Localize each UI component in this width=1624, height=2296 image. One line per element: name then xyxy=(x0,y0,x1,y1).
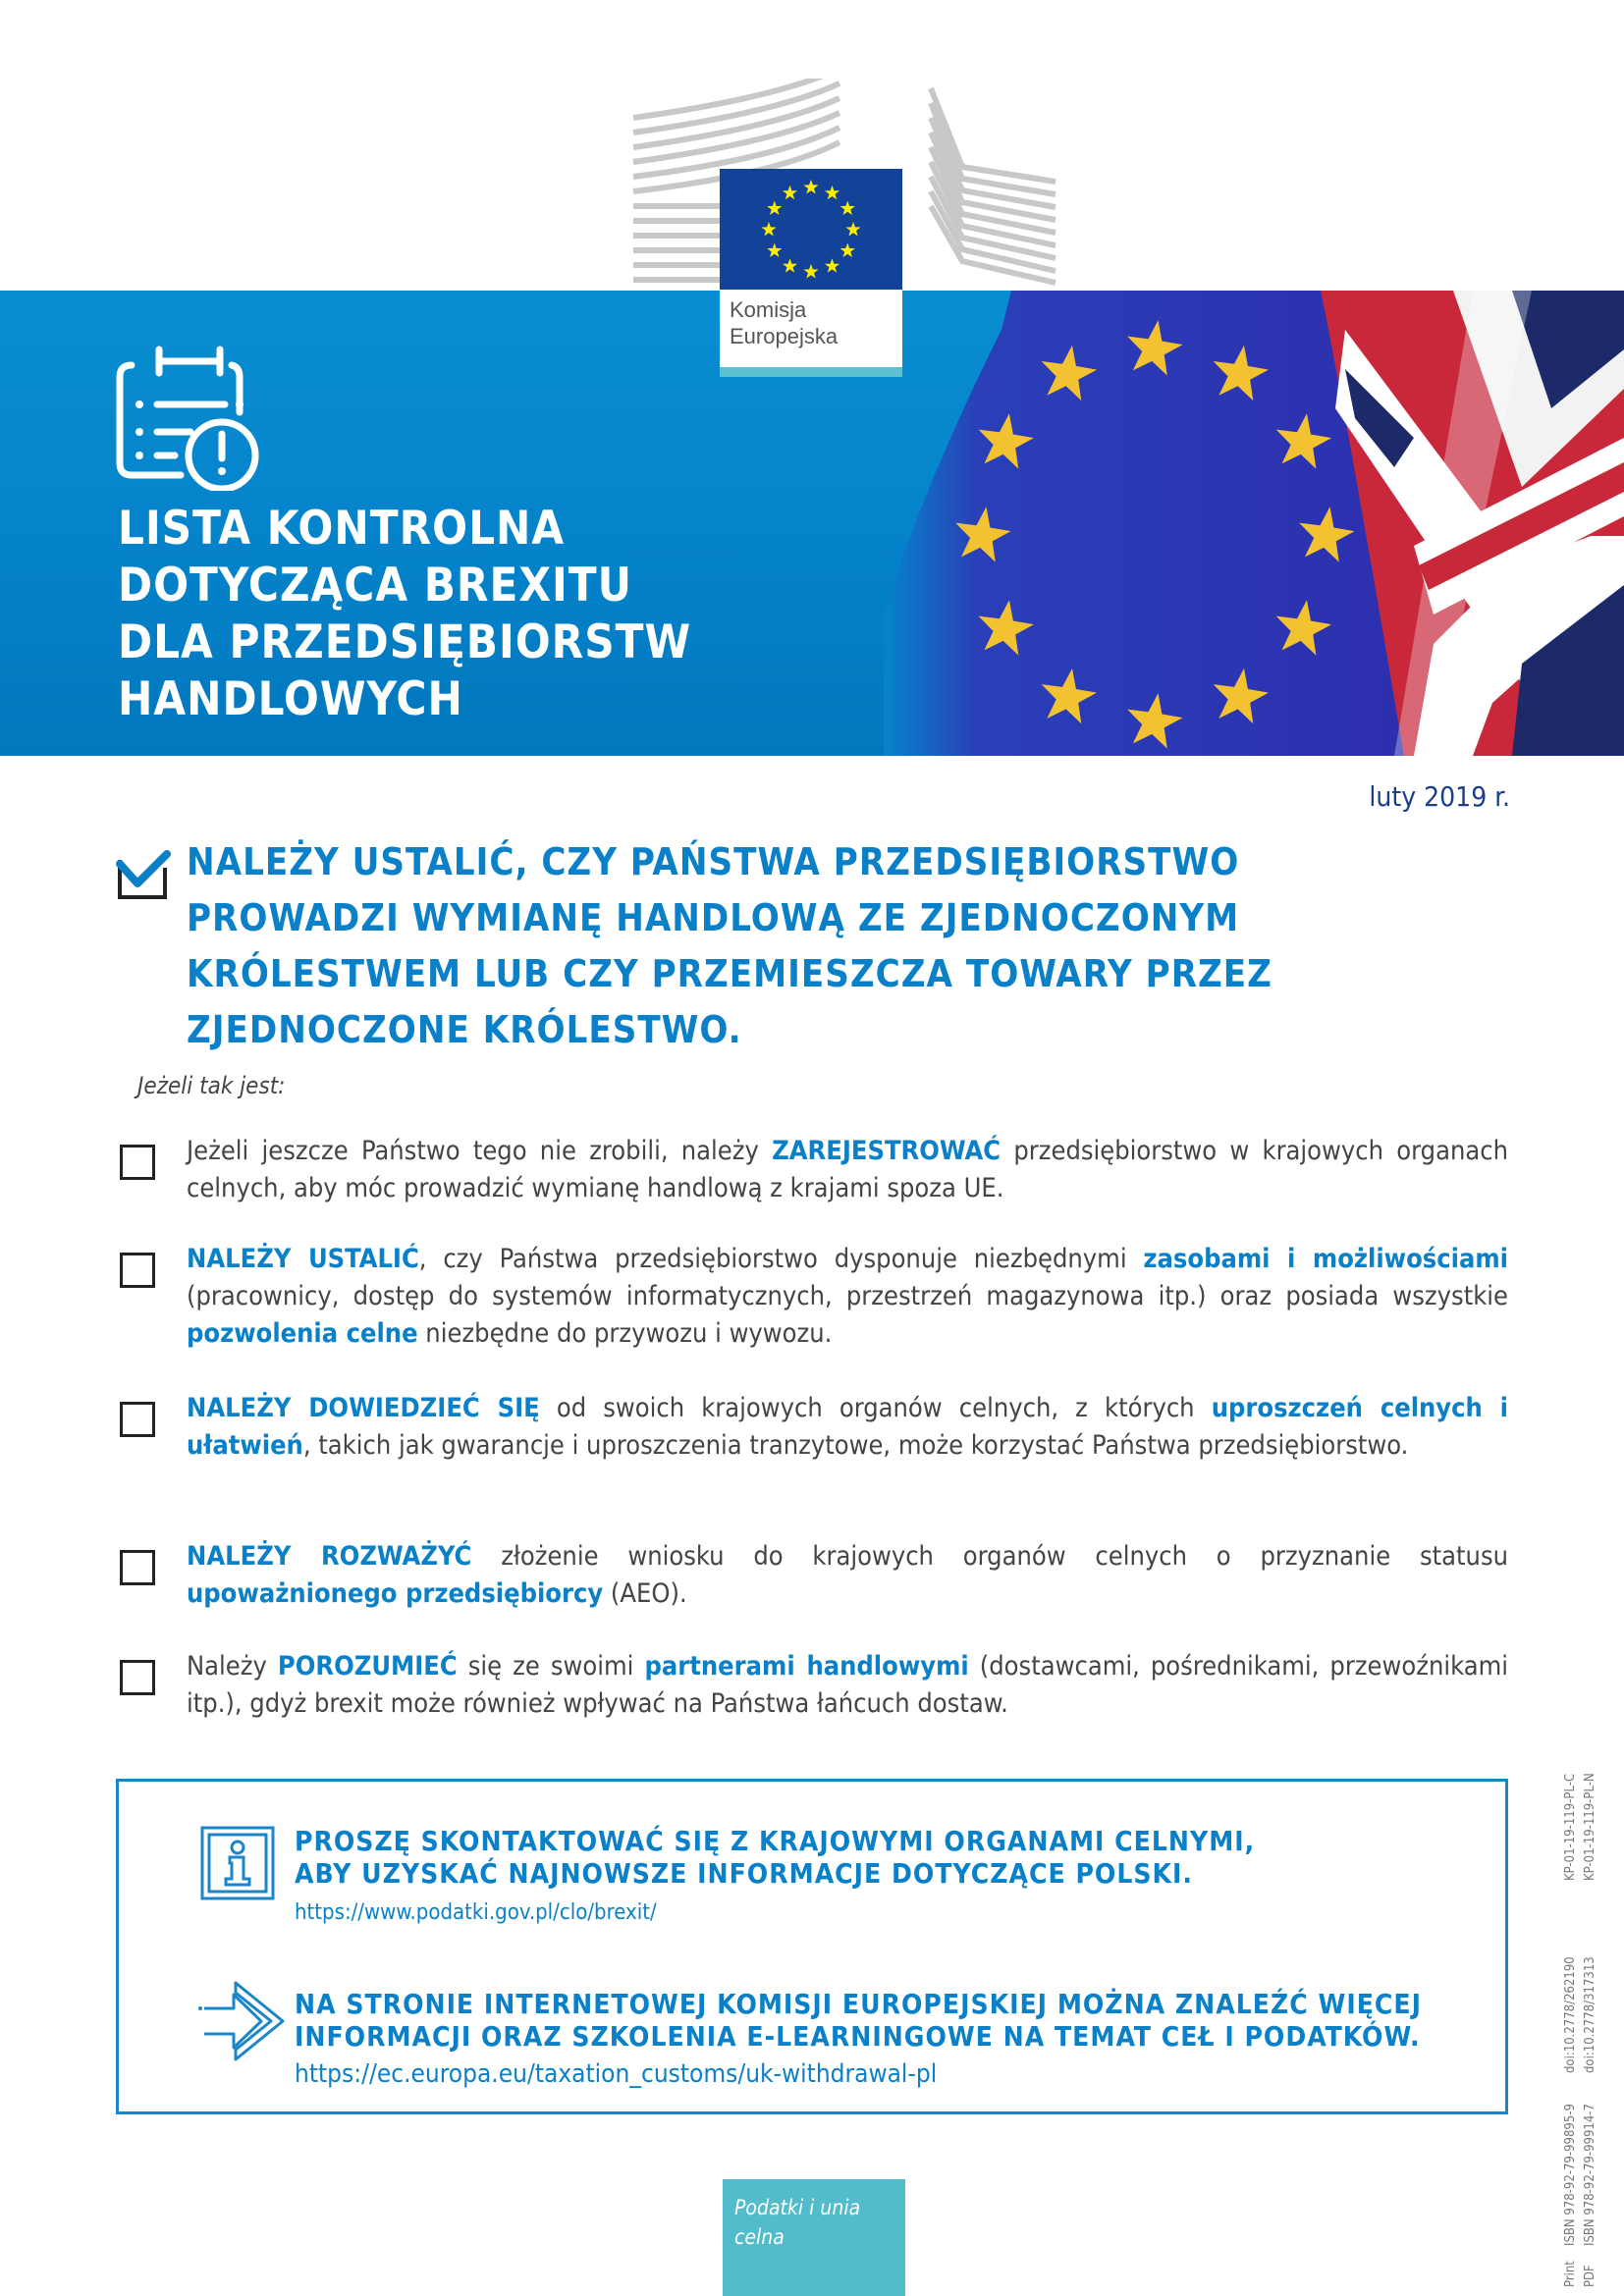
body-text: przedsiębiorstwo w krajowych organach celnych, aby móc prowadzić wymianę handlową z krajami spoza UE. xyxy=(187,1136,1508,1203)
topic-badge-label: Podatki i unia celna xyxy=(734,2196,861,2249)
highlighted-text: NALEŻY DOWIEDZIEĆ SIĘ xyxy=(187,1393,540,1423)
meta-type: Print xyxy=(1563,2261,1578,2287)
eu-uk-flags-image xyxy=(884,291,1624,756)
body-text: niezbędne do przywozu i wywozu. xyxy=(417,1318,833,1349)
contact-heading-line2: ABY UZYSKAĆ NAJNOWSZE INFORMACJE DOTYCZĄCE POLSKI. xyxy=(295,1857,1193,1890)
eu-flag-logo xyxy=(720,169,902,290)
meta-isbn: ISBN 978-92-79-99895-9 xyxy=(1563,2104,1578,2246)
highlighted-text: uproszczeń celnych i ułatwień xyxy=(187,1393,1509,1461)
meta-code: KP-01-19-119-PL-C xyxy=(1563,1773,1578,1881)
title-line: DLA PRZEDSIĘBIORSTW xyxy=(118,615,692,669)
meta-isbn: ISBN 978-92-79-99914-7 xyxy=(1583,2104,1597,2246)
publication-metadata xyxy=(1561,1659,1600,2287)
body-text: się ze swoimi xyxy=(457,1651,645,1682)
info-icon xyxy=(200,1826,275,1900)
checklist-checkbox[interactable] xyxy=(120,1660,155,1695)
checklist-checkbox[interactable] xyxy=(120,1253,155,1288)
logo-text-line1: Komisja xyxy=(730,297,807,322)
metadata-row xyxy=(1581,1659,1600,2287)
checklist-checkbox[interactable] xyxy=(120,1550,155,1585)
checklist-item xyxy=(187,1133,1508,1207)
european-commission-logo xyxy=(720,169,902,377)
meta-doi: doi:10.2778/262190 xyxy=(1563,1956,1578,2073)
body-text: od swoich krajowych organów celnych, z których xyxy=(539,1393,1212,1423)
body-text: Należy xyxy=(187,1651,278,1682)
ec-heading-line1: NA STRONIE INTERNETOWEJ KOMISJI EUROPEJSKIEJ MOŻNA ZNALEŹĆ WIĘCEJ xyxy=(295,1988,1422,2020)
body-text: (pracownicy, dostęp do systemów informatycznych, przestrzeń magazynowa itp.) oraz posiada wszystkie xyxy=(187,1281,1508,1311)
ec-heading-line2: INFORMACJI ORAZ SZKOLENIA E-LEARNINGOWE NA TEMAT CEŁ I PODATKÓW. xyxy=(295,2020,1421,2053)
highlighted-text: ZAREJESTROWAĆ xyxy=(772,1136,1001,1166)
main-heading: NALEŻY USTALIĆ, CZY PAŃSTWA PRZEDSIĘBIORSTWO PROWADZI WYMIANĘ HANDLOWĄ ZE ZJEDNOCZONYM KRÓLESTWEM LUB CZY PRZEMIESZCZA TOWARY PRZEZ ZJEDNOCZONE KRÓLESTWO. xyxy=(187,840,1272,1051)
meta-doi: doi:10.2778/317313 xyxy=(1583,1956,1597,2073)
contact-link[interactable]: https://www.podatki.gov.pl/clo/brexit/ xyxy=(295,1900,657,1925)
highlighted-text: upoważnionego przedsiębiorcy xyxy=(187,1578,604,1609)
highlighted-text: POROZUMIEĆ xyxy=(277,1651,458,1682)
highlighted-text: NALEŻY ROZWAŻYĆ xyxy=(187,1541,472,1572)
metadata-row xyxy=(1561,1659,1581,2287)
checklist-item xyxy=(187,1648,1508,1723)
body-text: złożenie wniosku do krajowych organów celnych o przyznanie statusu xyxy=(471,1541,1508,1572)
ec-link[interactable]: https://ec.europa.eu/taxation_customs/uk-withdrawal-pl xyxy=(295,2059,938,2089)
logo-text-line2: Europejska xyxy=(730,324,839,348)
logo-stripe xyxy=(720,367,902,377)
meta-type: PDF xyxy=(1583,2265,1597,2287)
contact-heading-line1: PROSZĘ SKONTAKTOWAĆ SIĘ Z KRAJOWYMI ORGANAMI CELNYMI, xyxy=(295,1825,1256,1857)
body-text: (dostawcami, pośrednikami, przewoźnikami itp.), gdyż brexit może również wpływać na Państwa łańcuch dostaw. xyxy=(187,1651,1509,1719)
title-line: LISTA KONTROLNA xyxy=(118,502,566,556)
checklist-checkbox[interactable] xyxy=(120,1402,155,1437)
highlighted-text: NALEŻY USTALIĆ xyxy=(187,1244,419,1274)
checklist-alert-icon xyxy=(112,346,259,491)
meta-code: KP-01-19-119-PL-N xyxy=(1583,1773,1597,1881)
topic-badge xyxy=(723,2179,905,2296)
highlighted-text: partnerami handlowymi xyxy=(644,1651,969,1682)
checklist-checkbox[interactable] xyxy=(120,1145,155,1180)
body-text: Jeżeli jeszcze Państwo tego nie zrobili, należy xyxy=(187,1136,773,1166)
title-line: DOTYCZĄCA BREXITU xyxy=(118,559,632,613)
checklist-item xyxy=(187,1538,1508,1613)
double-arrow-icon xyxy=(196,1979,285,2063)
publication-date: luty 2019 r. xyxy=(1369,780,1510,813)
title-line: HANDLOWYCH xyxy=(118,672,463,726)
body-text: (AEO). xyxy=(603,1578,687,1609)
document-title xyxy=(118,501,805,728)
checklist-item xyxy=(187,1241,1508,1353)
checked-checkbox-icon xyxy=(116,850,171,901)
highlighted-text: zasobami i możliwościami xyxy=(1143,1244,1508,1274)
body-text: , takich jak gwarancje i uproszczenia tranzytowe, może korzystać Państwa przedsiębiorstwo. xyxy=(302,1430,1409,1461)
checklist-item xyxy=(187,1390,1508,1465)
body-text: , czy Państwa przedsiębiorstwo dysponuje niezbędnymi xyxy=(418,1244,1144,1274)
intro-text: Jeżeli tak jest: xyxy=(137,1072,286,1099)
highlighted-text: pozwolenia celne xyxy=(187,1318,418,1349)
